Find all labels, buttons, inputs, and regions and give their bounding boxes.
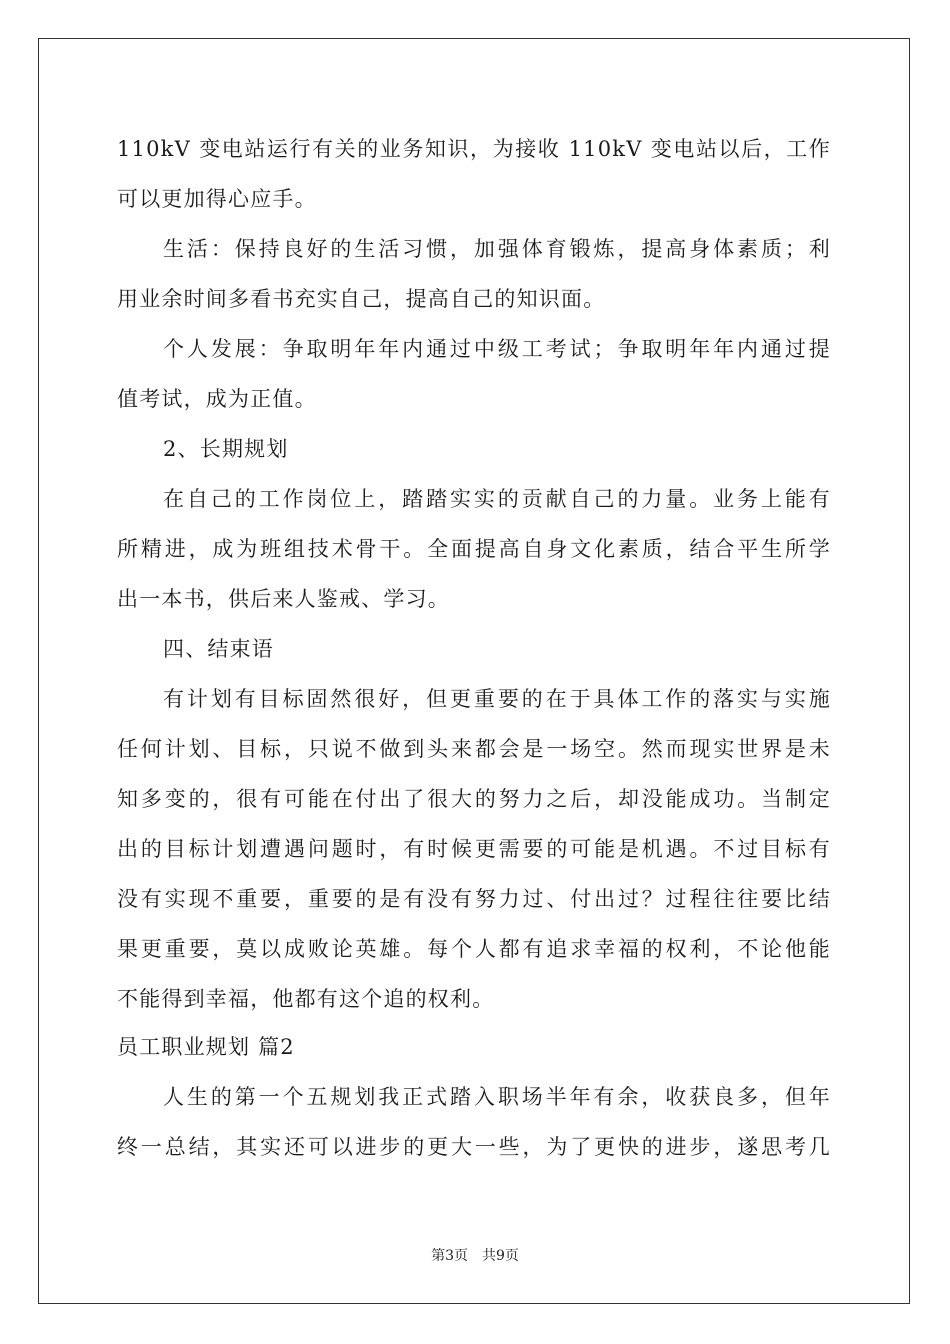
body-line: 没有实现不重要，重要的是有没有努力过、付出过？过程往往要比结 <box>117 887 831 911</box>
body-line: 果更重要，莫以成败论英雄。每个人都有追求幸福的权利，不论他能 <box>117 937 831 961</box>
body-line: 生活：保持良好的生活习惯，加强体育锻炼，提高身体素质；利 <box>163 237 831 261</box>
article-title: 员工职业规划 篇2 <box>117 1035 295 1059</box>
body-line: 有计划有目标固然很好，但更重要的在于具体工作的落实与实施 <box>163 687 831 711</box>
body-line: 可以更加得心应手。 <box>117 187 317 211</box>
page-footer: 第3页 共9页 <box>431 1248 519 1264</box>
body-line: 知多变的，很有可能在付出了很大的努力之后，却没能成功。当制定 <box>117 787 831 811</box>
body-line: 人生的第一个五规划我正式踏入职场半年有余，收获良多，但年 <box>163 1085 831 1109</box>
body-line: 出一本书，供后来人鉴戒、学习。 <box>117 587 450 611</box>
body-line: 终一总结，其实还可以进步的更大一些，为了更快的进步，遂思考几 <box>117 1135 831 1159</box>
page-border <box>38 38 910 1304</box>
body-line: 用业余时间多看书充实自己，提高自己的知识面。 <box>117 287 606 311</box>
body-line: 在自己的工作岗位上，踏踏实实的贡献自己的力量。业务上能有 <box>163 487 831 511</box>
body-line: 110kV 变电站运行有关的业务知识，为接收 110kV 变电站以后，工作 <box>117 137 831 161</box>
body-line: 不能得到幸福，他都有这个追的权利。 <box>117 987 495 1011</box>
body-line: 个人发展：争取明年年内通过中级工考试；争取明年年内通过提 <box>163 337 831 361</box>
section-heading: 2、长期规划 <box>163 437 289 461</box>
body-line: 所精进，成为班组技术骨干。全面提高自身文化素质，结合平生所学 <box>117 537 831 561</box>
body-line: 值考试，成为正值。 <box>117 387 317 411</box>
body-line: 任何计划、目标，只说不做到头来都会是一场空。然而现实世界是未 <box>117 737 831 761</box>
section-heading: 四、结束语 <box>163 637 274 661</box>
body-line: 出的目标计划遭遇问题时，有时候更需要的可能是机遇。不过目标有 <box>117 837 831 861</box>
